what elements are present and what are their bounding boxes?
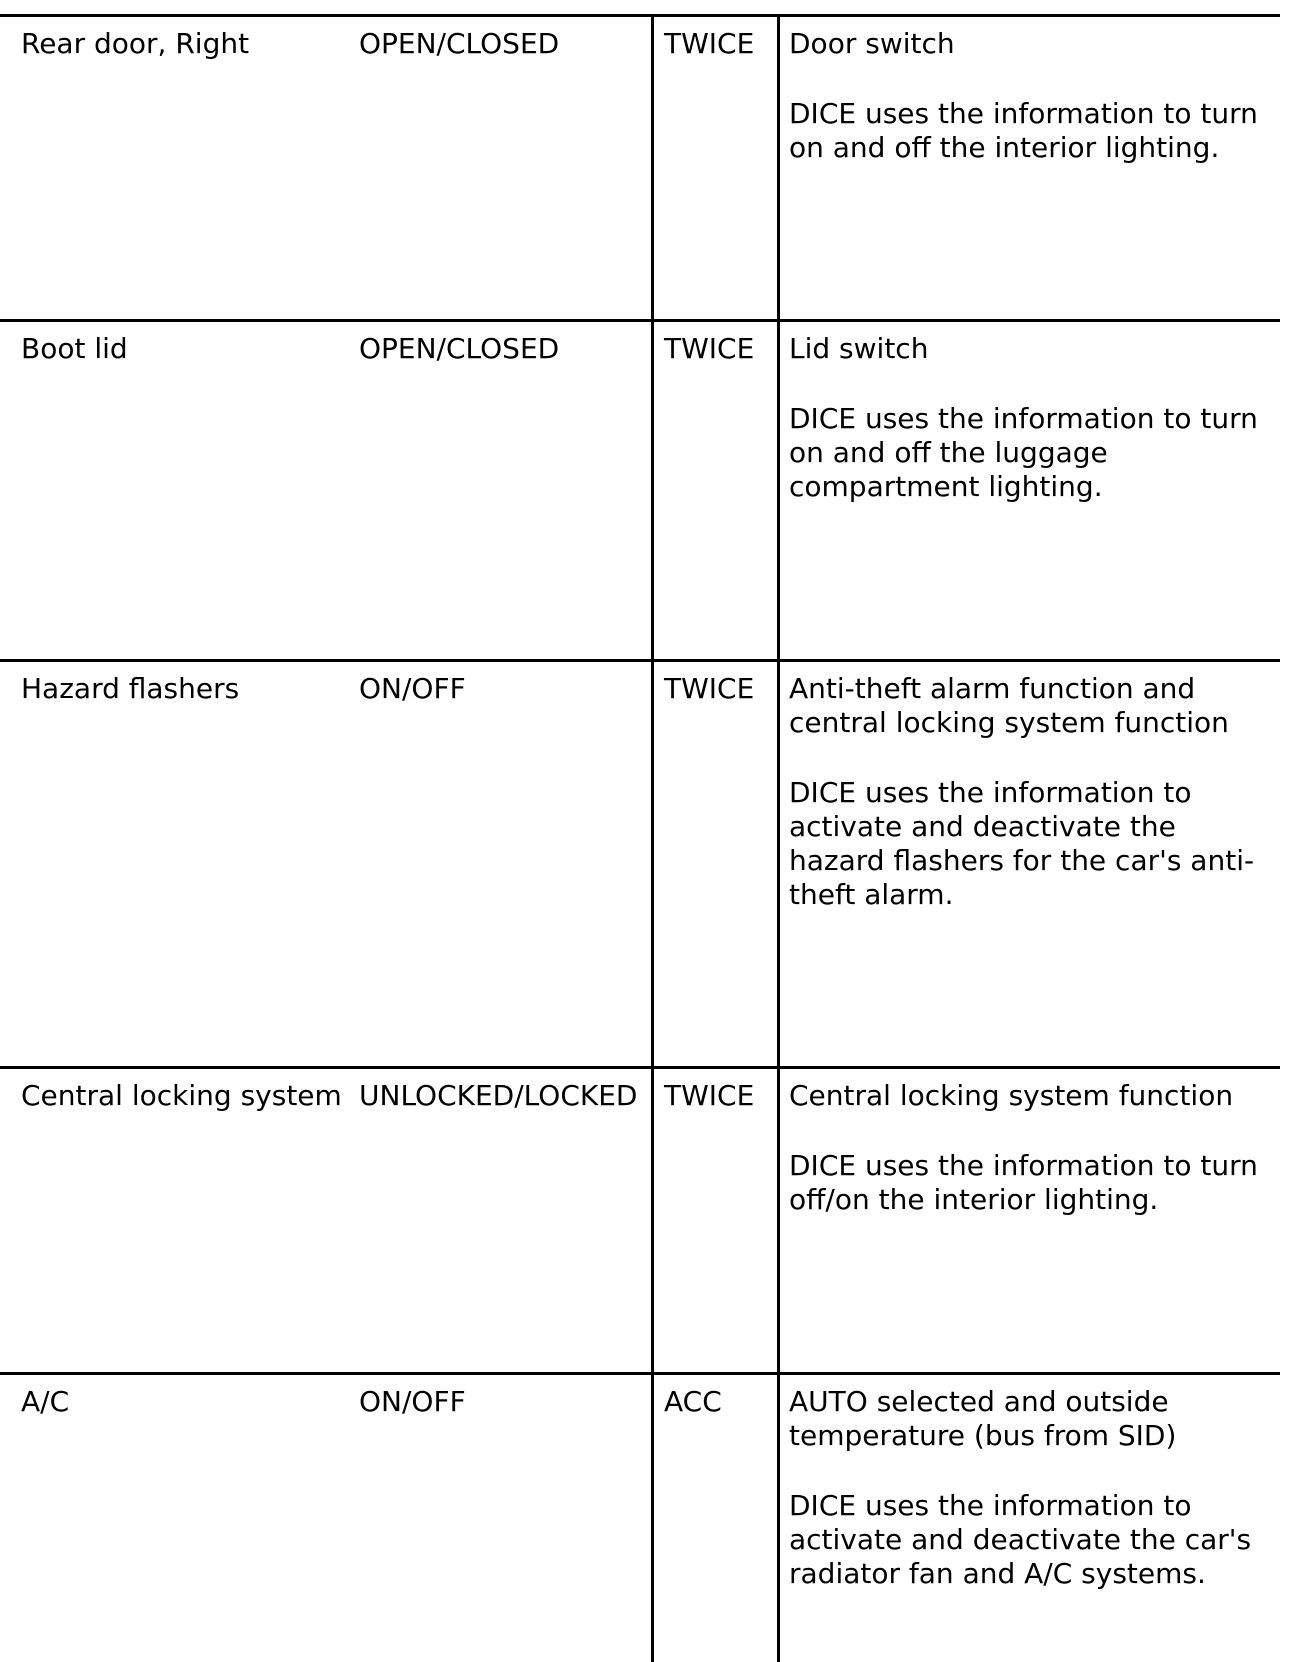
signal-table	[0, 14, 1280, 1662]
description-line: off/on the interior lighting.	[789, 1183, 1159, 1216]
signal-state-cell: ON/OFF	[359, 672, 466, 705]
description-line: central locking system function	[789, 706, 1229, 739]
description-line: DICE uses the information to turn	[789, 402, 1258, 435]
description-line: hazard flashers for the car's anti-	[789, 844, 1255, 877]
description-paragraph	[789, 332, 1280, 366]
description-line: Anti-theft alarm function and	[789, 672, 1196, 705]
description-line: theft alarm.	[789, 878, 954, 911]
description-line: activate and deactivate the car's	[789, 1523, 1252, 1556]
table-row	[0, 659, 1280, 1066]
description-line: AUTO selected and outside	[789, 1385, 1169, 1418]
signal-state-cell: UNLOCKED/LOCKED	[359, 1079, 638, 1112]
description-paragraph	[789, 27, 1280, 61]
description-line: DICE uses the information to	[789, 776, 1192, 809]
signal-frequency-cell: ACC	[651, 1375, 777, 1662]
description-line: compartment lighting.	[789, 470, 1103, 503]
description-line: Central locking system function	[789, 1079, 1234, 1112]
signal-frequency-cell: TWICE	[651, 322, 777, 659]
signal-state-cell: ON/OFF	[359, 1385, 466, 1418]
description-line: Lid switch	[789, 332, 929, 365]
signal-frequency-cell: TWICE	[651, 662, 777, 1066]
signal-frequency-cell: TWICE	[651, 17, 777, 319]
description-line: DICE uses the information to turn	[789, 1149, 1258, 1182]
table-row	[0, 319, 1280, 659]
table-row	[0, 1372, 1280, 1662]
description-line: temperature (bus from SID)	[789, 1419, 1177, 1452]
signal-name-cell: Boot lid	[21, 332, 128, 365]
description-line: Door switch	[789, 27, 955, 60]
signal-name-cell: Central locking system	[21, 1079, 342, 1112]
description-paragraph	[789, 1079, 1280, 1113]
signal-frequency-cell: TWICE	[651, 1069, 777, 1372]
description-paragraph	[789, 1385, 1280, 1453]
signal-state-cell: OPEN/CLOSED	[359, 332, 560, 365]
signal-description-cell	[777, 17, 1280, 319]
description-line: DICE uses the information to turn	[789, 97, 1258, 130]
description-line: radiator fan and A/C systems.	[789, 1557, 1206, 1590]
description-line: activate and deactivate the	[789, 810, 1176, 843]
signal-name-cell: Hazard flashers	[21, 672, 240, 705]
description-line: on and off the interior lighting.	[789, 131, 1220, 164]
signal-state-cell: OPEN/CLOSED	[359, 27, 560, 60]
signal-name-cell: Rear door, Right	[21, 27, 250, 60]
table-row	[0, 14, 1280, 319]
description-paragraph	[789, 776, 1280, 912]
description-paragraph	[789, 1489, 1280, 1591]
signal-description-cell	[777, 662, 1280, 1066]
description-line: DICE uses the information to	[789, 1489, 1192, 1522]
description-paragraph	[789, 1149, 1280, 1217]
table-row	[0, 1066, 1280, 1372]
description-paragraph	[789, 672, 1280, 740]
signal-description-cell	[777, 322, 1280, 659]
signal-name-cell: A/C	[21, 1385, 70, 1418]
description-paragraph	[789, 97, 1280, 165]
signal-description-cell	[777, 1069, 1280, 1372]
description-paragraph	[789, 402, 1280, 504]
signal-description-cell	[777, 1375, 1280, 1662]
description-line: on and off the luggage	[789, 436, 1108, 469]
